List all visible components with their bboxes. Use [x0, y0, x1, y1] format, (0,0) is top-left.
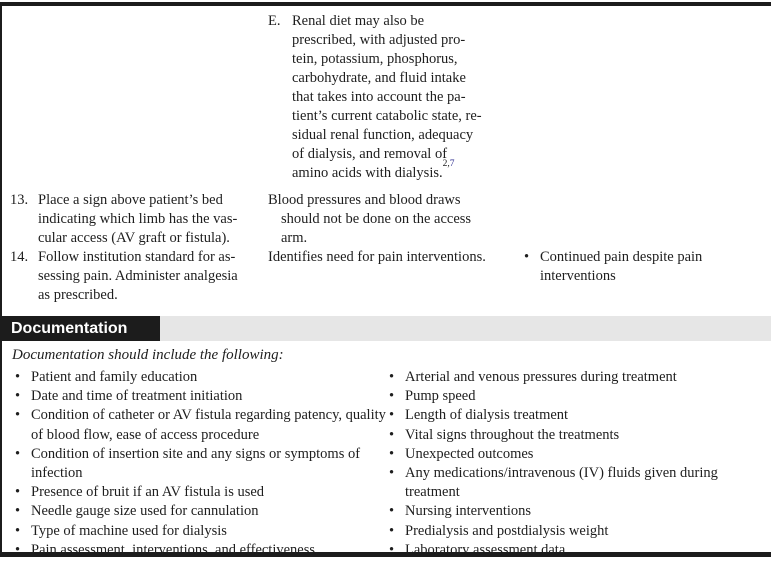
documentation-item: • Unexpected outcomes — [386, 445, 762, 464]
step-14-number: 14. — [10, 249, 29, 265]
documentation-list-right — [386, 368, 762, 560]
documentation-columns — [12, 368, 762, 560]
step-14-outcome — [518, 248, 761, 286]
documentation-intro: Documentation should include the following: — [12, 347, 284, 363]
procedure-table — [10, 12, 761, 305]
text-line: • Continued pain despite pain — [540, 249, 703, 265]
documentation-item: • Pump speed — [386, 387, 762, 406]
text-line: should not be done on the access — [281, 211, 472, 227]
documentation-item: • Any medications/intravenous (IV) fluids given during treatment — [386, 464, 762, 502]
documentation-header-band — [2, 316, 771, 341]
text-line: carbohydrate, and fluid intake — [292, 70, 466, 86]
step-e-last-line-text: amino acids with dialysis. — [292, 165, 443, 181]
top-rule — [0, 2, 771, 6]
documentation-item: • Presence of bruit if an AV fistula is used — [12, 483, 386, 502]
text-line: interventions — [540, 268, 616, 284]
text-line: tient’s current catabolic state, re- — [292, 108, 482, 124]
step-e — [268, 12, 518, 183]
step-e-last-line — [292, 159, 482, 183]
documentation-item: • Vital signs throughout the treatments — [386, 426, 762, 445]
step-13-rationale — [268, 191, 518, 248]
text-line: arm. — [281, 230, 308, 246]
documentation-item: • Needle gauge size used for cannulation — [12, 502, 386, 521]
documentation-item: • Condition of catheter or AV fistula regarding patency, quality of blood flow, ease of access procedure — [12, 406, 386, 444]
step-13 — [10, 191, 268, 248]
text-line: indicating which limb has the vas- — [38, 211, 238, 227]
documentation-item: • Nursing interventions — [386, 502, 762, 521]
text-line: Blood pressures and blood draws — [268, 192, 461, 208]
step-14 — [10, 248, 268, 305]
citation-link[interactable]: 7 — [449, 159, 455, 170]
text-line: cular access (AV graft or fistula). — [38, 230, 230, 246]
procedure-row-e — [10, 12, 761, 183]
documentation-item: • Pain assessment, interventions, and effectiveness. — [12, 541, 386, 560]
documentation-item: • Arterial and venous pressures during treatment — [386, 368, 762, 387]
documentation-item: • Condition of insertion site and any signs or symptoms of infection — [12, 445, 386, 483]
text-line: tein, potassium, phosphorus, — [292, 51, 458, 67]
procedure-row-13 — [10, 191, 761, 248]
text-line: sidual renal function, adequacy — [292, 127, 474, 143]
documentation-item: • Length of dialysis treatment — [386, 406, 762, 425]
documentation-item: • Date and time of treatment initiation — [12, 387, 386, 406]
step-e-text — [292, 12, 482, 183]
text-line: Place a sign above patient’s bed — [38, 192, 223, 208]
text-line: that takes into account the pa- — [292, 89, 466, 105]
documentation-item: • Predialysis and postdialysis weight — [386, 522, 762, 541]
step-14-rationale: Identifies need for pain interventions. — [268, 249, 486, 265]
citation-superscript: 2, — [442, 159, 450, 170]
documentation-item: • Patient and family education — [12, 368, 386, 387]
text-line: prescribed, with adjusted pro- — [292, 32, 466, 48]
text-line: Renal diet may also be — [292, 13, 425, 29]
documentation-item: • Type of machine used for dialysis — [12, 522, 386, 541]
text-line: as prescribed. — [38, 287, 118, 303]
step-13-number: 13. — [10, 192, 29, 208]
documentation-header: Documentation — [2, 316, 160, 341]
text-line: Follow institution standard for as- — [38, 249, 236, 265]
left-rule — [0, 2, 2, 554]
text-line: of dialysis, and removal of — [292, 146, 448, 162]
documentation-item: • Laboratory assessment data — [386, 541, 762, 560]
documentation-body — [12, 346, 762, 560]
step-e-label: E. — [268, 13, 281, 29]
text-line: sessing pain. Administer analgesia — [38, 268, 238, 284]
procedure-row-14 — [10, 248, 761, 305]
documentation-list-left — [12, 368, 386, 560]
